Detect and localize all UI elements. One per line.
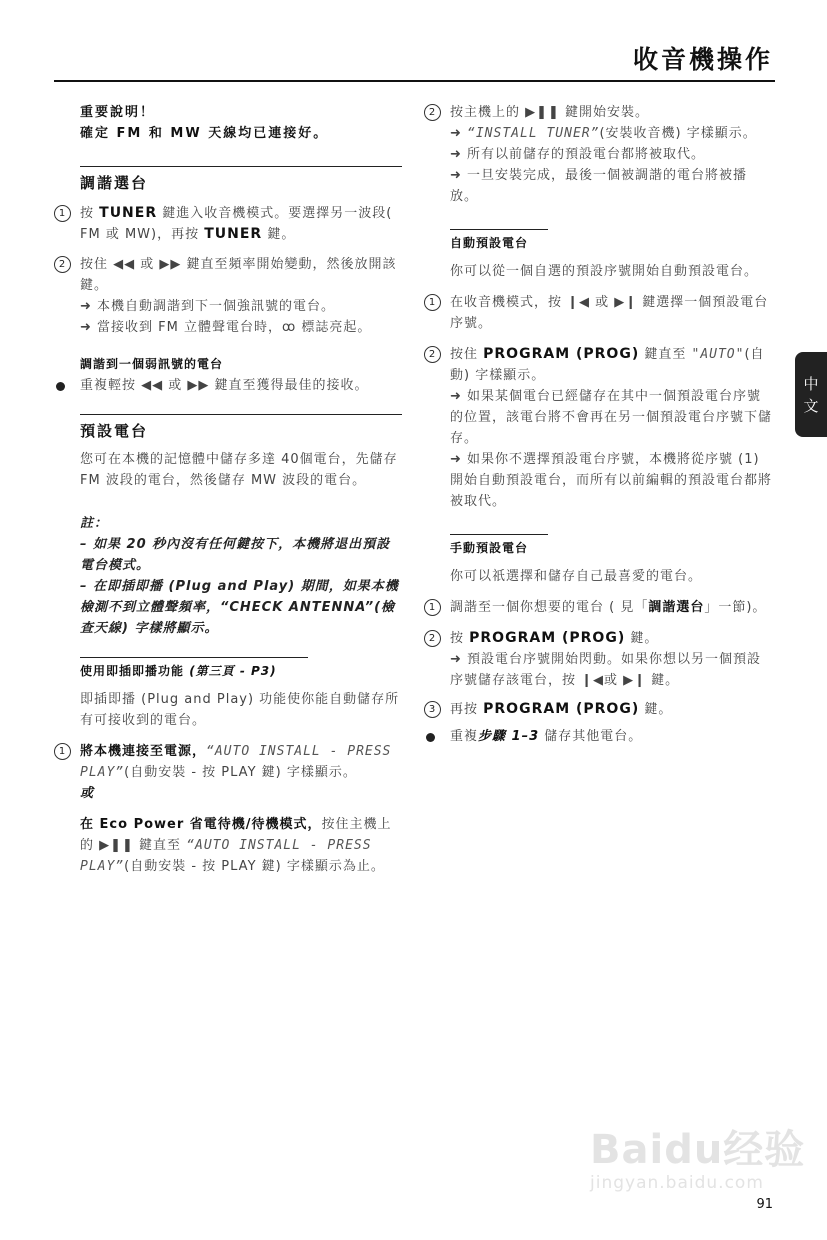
- step-number: 3: [424, 701, 441, 718]
- step-text: 重複: [450, 729, 479, 744]
- step-number: 1: [424, 599, 441, 616]
- step-text: 鍵。: [625, 631, 659, 646]
- or-label: 或: [80, 786, 95, 801]
- step-text: 」一節)。: [704, 600, 767, 615]
- section-reference: 調諧選台: [648, 600, 705, 615]
- baidu-watermark: [590, 1118, 805, 1193]
- step-number: 2: [424, 104, 441, 121]
- step-text: (安裝收音機) 字樣顯示。: [599, 126, 757, 141]
- manual-preset-intro: 你可以祇選擇和儲存自己最喜愛的電台。: [450, 569, 703, 584]
- step-text: 按住: [450, 347, 484, 362]
- auto-preset-intro: 你可以從一個自選的預設序號開始自動預設電台。: [450, 264, 759, 279]
- pnp-title: [80, 661, 402, 682]
- step-text: 按: [80, 206, 100, 221]
- header-rule: [54, 80, 775, 82]
- note-label: 註：: [80, 516, 109, 531]
- step-text: 再按: [450, 702, 484, 717]
- manual-step-3: [424, 699, 774, 720]
- alt-instruction: [80, 814, 402, 877]
- weak-signal-title: 調諧到一個弱訊號的電台: [80, 357, 224, 371]
- program-key: PROGRAM (PROG): [483, 701, 640, 717]
- important-text: 確定 FM 和 MW 天線均已連接好。: [80, 126, 329, 141]
- tuning-step-2: [54, 254, 402, 338]
- section-rule: [80, 166, 402, 167]
- step-number: 1: [54, 743, 71, 760]
- step-result: ➜ 所有以前儲存的預設電台都將被取代。: [450, 147, 706, 162]
- section-rule: [80, 414, 402, 415]
- step-result: ➜ 一旦安裝完成，最後一個被調諧的電台將被播放。: [450, 168, 748, 204]
- section-title-preset: 預設電台: [80, 422, 149, 440]
- pnp-intro: 即插即播 (Plug and Play) 功能使你能自動儲存所有可接收到的電台。: [80, 692, 400, 728]
- subsection-rule: [450, 534, 548, 535]
- step-number: 2: [54, 256, 71, 273]
- manual-preset-title: 手動預設電台: [450, 541, 529, 555]
- step-text: 按住主機上的 ▶❚❚ 鍵直至: [80, 817, 392, 853]
- language-tab-char-2: 文: [803, 396, 819, 415]
- program-key: PROGRAM (PROG): [469, 630, 626, 646]
- step-text: 儲存其他電台。: [539, 729, 643, 744]
- pnp-step-2: [424, 102, 774, 207]
- step-text: (自動安裝 - 按 PLAY 鍵) 字樣顯示為止。: [124, 859, 385, 874]
- language-tab-char-1: 中: [803, 374, 819, 393]
- step-result: ➜ 如果某個電台已經儲存在其中一個預設電台序號的位置，該電台將不會再在另一個預設電台序號下儲存。: [450, 389, 773, 446]
- subsection-rule: [80, 657, 308, 658]
- step-text: 鍵。: [639, 702, 673, 717]
- pnp-title-text: 使用即插即播功能: [80, 664, 190, 678]
- lcd-text: “INSTALL TUNER”: [467, 126, 600, 141]
- tuner-key: TUNER: [99, 205, 158, 221]
- manual-repeat-item: [424, 726, 774, 747]
- important-heading: 重要說明！: [80, 105, 156, 120]
- bullet-icon: [56, 382, 65, 391]
- step-number: 1: [424, 294, 441, 311]
- language-tab: [795, 352, 827, 437]
- step-text: 按主機上的 ▶❚❚ 鍵開始安裝。: [450, 105, 650, 120]
- step-text: 鍵直至: [639, 347, 692, 362]
- tuning-step-1: [54, 203, 402, 245]
- step-result: ➜ 預設電台序號開始閃動。如果你想以另一個預設序號儲存該電台，按 ❙◀或 ▶❙ 鍵。: [450, 652, 762, 688]
- step-text: 鍵進入收音機模式。要選擇另一波段( FM 或 MW)，再按: [80, 206, 393, 242]
- step-number: 2: [424, 346, 441, 363]
- page-number: 91: [756, 1197, 773, 1212]
- step-result: [450, 123, 774, 144]
- manual-step-2: [424, 628, 774, 691]
- bullet-icon: [426, 733, 435, 742]
- preset-intro: 您可在本機的記憶體中儲存多達 40個電台，先儲存 FM 波段的電台，然後儲存 MW 波段的電台。: [80, 452, 398, 488]
- manual-step-1: [424, 597, 774, 618]
- watermark-url: jingyan.baidu.com: [590, 1173, 764, 1193]
- subsection-rule: [450, 229, 548, 230]
- lcd-text: “AUTO INSTALL - PRESS PLAY”: [80, 838, 372, 874]
- step-bold-text: 在 Eco Power 省電待機/待機模式，: [80, 817, 322, 832]
- lcd-text: “AUTO INSTALL - PRESS PLAY”: [80, 744, 392, 780]
- note-1: – 如果 20 秒內沒有任何鍵按下，本機將退出預設電台模式。: [80, 537, 391, 573]
- lcd-text: "AUTO": [691, 347, 745, 362]
- watermark-logo: Baidu经验: [590, 1127, 806, 1173]
- step-text: (自動) 字樣顯示。: [450, 347, 765, 383]
- pnp-title-page: (第三頁 - P3): [189, 664, 277, 678]
- step-result: ➜ 如果你不選擇預設電台序號，本機將從序號 (1) 開始自動預設電台，而所有以前編輯的預設電台都將被取代。: [450, 452, 773, 509]
- step-text: (自動安裝 - 按 PLAY 鍵) 字樣顯示。: [124, 765, 357, 780]
- auto-preset-title: 自動預設電台: [450, 236, 529, 250]
- pnp-step-1: [54, 741, 402, 877]
- auto-step-1: [424, 292, 774, 334]
- weak-signal-item: [54, 375, 402, 396]
- tuner-key: TUNER: [204, 226, 263, 242]
- step-text: 調諧至一個你想要的電台 ( 見「: [450, 600, 649, 615]
- step-bold-text: 將本機連接至電源，: [80, 744, 207, 759]
- step-text: 按住 ◀◀ 或 ▶▶ 鍵直至頻率開始變動，然後放開該鍵。: [80, 257, 397, 293]
- program-key: PROGRAM (PROG): [483, 346, 640, 362]
- note-2: – 在即插即播 (Plug and Play) 期間，如果本機檢測不到立體聲頻率，“CHECK ANTENNA”(檢查天線) 字樣將顯示。: [80, 579, 399, 636]
- section-title-tuning: 調諧選台: [80, 174, 149, 192]
- step-text: 在收音機模式，按 ❙◀ 或 ▶❙ 鍵選擇一個預設電台序號。: [450, 295, 769, 331]
- step-number: 1: [54, 205, 71, 222]
- step-result: ➜ 當接收到 FM 立體聲電台時，ꝏ 標誌亮起。: [80, 320, 372, 335]
- step-text: 鍵。: [262, 227, 296, 242]
- auto-step-2: [424, 344, 774, 512]
- step-text: 按: [450, 631, 470, 646]
- left-column: [54, 102, 402, 877]
- right-column: [424, 102, 774, 747]
- arrow-icon: ➜: [450, 126, 468, 141]
- step-number: 2: [424, 630, 441, 647]
- step-result: ➜ 本機自動調諧到下一個強訊號的電台。: [80, 299, 336, 314]
- steps-reference: 步驟 1–3: [478, 729, 540, 744]
- page-title: 收音機操作: [632, 45, 773, 74]
- weak-signal-text: 重複輕按 ◀◀ 或 ▶▶ 鍵直至獲得最佳的接收。: [80, 378, 369, 393]
